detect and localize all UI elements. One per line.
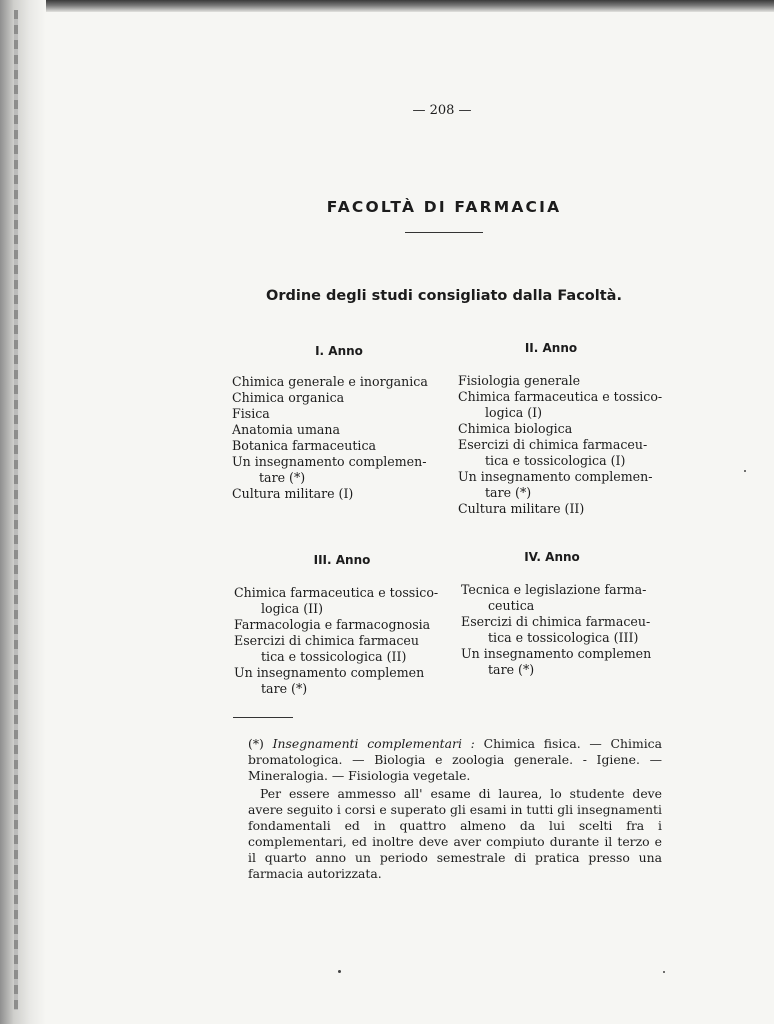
footnote-divider xyxy=(233,717,293,718)
course-line: Tecnica e legislazione farma- xyxy=(461,582,647,597)
faculty-title: FACOLTÀ DI FARMACIA xyxy=(326,198,562,216)
course-line: tare (*) xyxy=(259,470,306,485)
course-line: Esercizi di chimica farmaceu xyxy=(234,633,419,648)
course-line: logica (II) xyxy=(261,601,324,616)
footnote-lead: Insegnamenti complementari : xyxy=(272,736,475,751)
course-line: Un insegnamento complemen- xyxy=(232,454,427,469)
course-line: tica e tossicologica (II) xyxy=(261,649,407,664)
book-binding-edge xyxy=(0,0,46,1024)
scan-speck xyxy=(744,470,746,472)
course-line: Chimica organica xyxy=(232,390,345,405)
year-4-heading: IV. Anno xyxy=(524,550,580,564)
course-line: tare (*) xyxy=(485,485,532,500)
course-line: Chimica farmaceutica e tossico- xyxy=(234,585,439,600)
scan-speck xyxy=(338,970,341,973)
course-line: Un insegnamento complemen xyxy=(461,646,652,661)
year-1-courses xyxy=(232,374,428,502)
course-line: Un insegnamento complemen xyxy=(234,665,425,680)
course-line: Farmacologia e farmacognosia xyxy=(234,617,431,632)
footnote-marker: (*) xyxy=(248,736,264,751)
course-line: Fisica xyxy=(232,406,270,421)
year-3-courses xyxy=(234,585,438,697)
section-heading: Ordine degli studi consigliato dalla Facoltà. xyxy=(266,288,622,304)
footnote xyxy=(248,736,662,882)
scan-top-edge xyxy=(0,0,774,12)
year-2-heading: II. Anno xyxy=(524,341,578,355)
course-line: Chimica farmaceutica e tossico- xyxy=(458,389,663,404)
course-line: Fisiologia generale xyxy=(458,373,581,388)
course-line: tica e tossicologica (I) xyxy=(485,453,626,468)
year-1-heading: I. Anno xyxy=(315,344,363,358)
title-divider xyxy=(405,232,483,233)
course-line: Cultura militare (II) xyxy=(458,501,585,516)
course-line: Chimica biologica xyxy=(458,421,573,436)
year-3-heading: III. Anno xyxy=(313,553,371,567)
course-line: Anatomia umana xyxy=(232,422,341,437)
course-line: tare (*) xyxy=(488,662,535,677)
course-line: Chimica generale e inorganica xyxy=(232,374,428,389)
course-line: ceutica xyxy=(488,598,535,613)
course-line: Botanica farmaceutica xyxy=(232,438,377,453)
year-4-courses xyxy=(461,582,661,678)
course-line: tica e tossicologica (III) xyxy=(488,630,639,645)
admission-paragraph: Per essere ammesso all' esame di laurea, lo studente deve avere seguito i corsi e superato gli esami in tutti gli insegnamenti fondamentali ed in quattro almeno da lui scelti fra i complementari, ed inoltre deve aver compiuto durante il terzo e il quarto anno un periodo semestrale di pratica presso una farmacia autorizzata. xyxy=(248,786,662,881)
course-line: logica (I) xyxy=(485,405,543,420)
footnote-text: Chimica fisica. — Chimica bromatologica. — Biologia e zoologia generale. - Igiene. — Mineralogia. — Fisiologia vegetale. xyxy=(248,736,662,783)
year-2-courses xyxy=(458,373,662,517)
course-line: Un insegnamento complemen- xyxy=(458,469,653,484)
footnote-complementary xyxy=(248,736,662,784)
course-line: Cultura militare (I) xyxy=(232,486,354,501)
scan-speck xyxy=(663,971,665,973)
course-line: Esercizi di chimica farmaceu- xyxy=(461,614,651,629)
course-line: tare (*) xyxy=(261,681,308,696)
course-line: Esercizi di chimica farmaceu- xyxy=(458,437,648,452)
page-number: — 208 — xyxy=(412,103,472,118)
